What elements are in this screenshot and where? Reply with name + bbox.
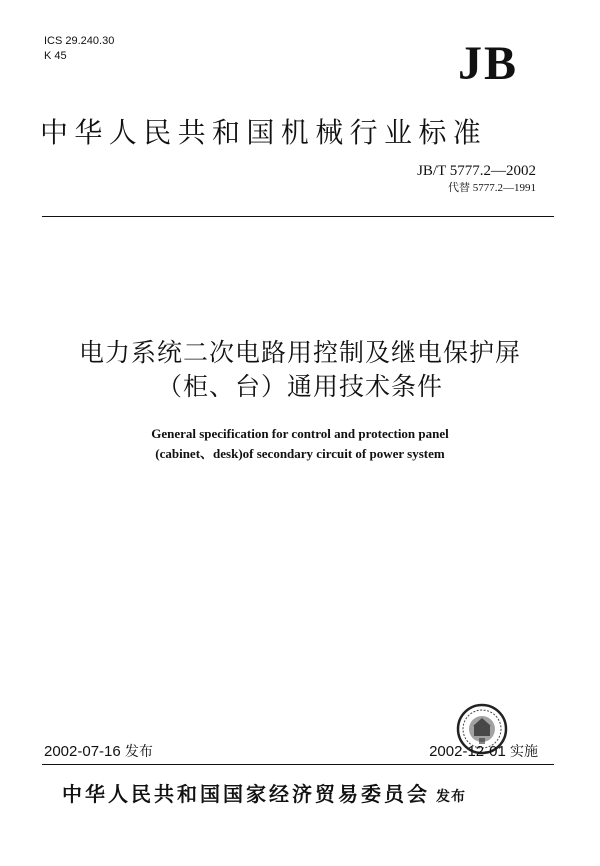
jb-logo: JB	[457, 37, 518, 90]
org-title: 中华人民共和国机械行业标准	[40, 116, 488, 149]
title-english	[0, 424, 600, 464]
classification-codes	[44, 34, 114, 64]
implement-date	[429, 742, 538, 761]
replaces-note: 代替 5777.2—1991	[448, 182, 536, 194]
title-cn-line-1: 电力系统二次电路用控制及继电保护屏	[78, 338, 521, 367]
publish-date	[44, 742, 153, 761]
ics-code: ICS 29.240.30	[44, 35, 115, 47]
publish-date-value: 2002-07-16	[44, 743, 121, 760]
implement-date-value: 2002-12-01	[429, 743, 506, 760]
implement-date-suffix: 实施	[510, 743, 538, 759]
bottom-divider	[42, 764, 554, 765]
ccs-code: K 45	[44, 50, 67, 62]
title-en-line-2: (cabinet、desk)of secondary circuit of power system	[155, 446, 445, 461]
issuer-name: 中华人民共和国国家经济贸易委员会	[62, 782, 430, 806]
publish-date-suffix: 发布	[124, 743, 153, 759]
standard-number: JB/T 5777.2—2002	[417, 163, 536, 179]
title-cn-line-2: （柜、台）通用技术条件	[156, 372, 443, 401]
title-en-line-1: General specification for control and protection panel	[151, 426, 449, 441]
title-chinese	[0, 336, 600, 404]
top-divider	[42, 216, 554, 217]
issuer	[62, 781, 466, 810]
issuer-verb: 发布	[436, 789, 466, 805]
